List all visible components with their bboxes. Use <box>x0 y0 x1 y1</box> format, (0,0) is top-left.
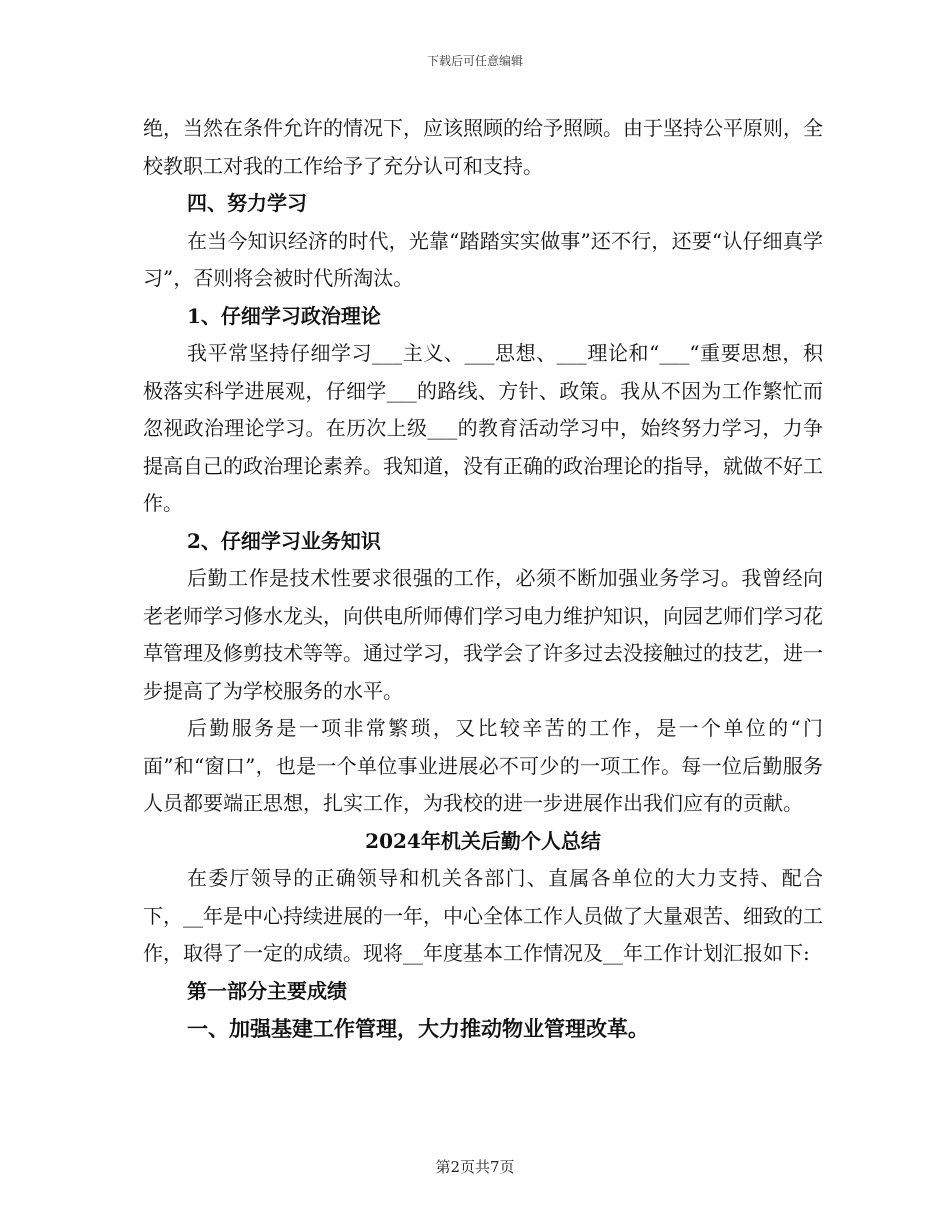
paragraph: 后勤工作是技术性要求很强的工作，必须不断加强业务学习。我曾经向老老师学习修水龙头，向供电所师傅们学习电力维护知识，向园艺师们学习花草管理及修剪技术等等。通过学习，我学会了许多过去没接触过的技艺，进一步提高了为学校服务的水平。 <box>143 566 823 703</box>
paragraph: 后勤服务是一项非常繁琐，又比较辛苦的工作，是一个单位的“门面”和“窗口”，也是一个单位事业进展必不可少的一项工作。每一位后勤服务人员都要端正思想，扎实工作，为我校的进一步进展作出我们应有的贡献。 <box>143 716 823 815</box>
subsection-heading: 2、仔细学习业务知识 <box>187 528 381 553</box>
paragraph: 我平常坚持仔细学习___主义、___思想、___理论和“___“重要思想，积极落实科学进展观，仔细学___的路线、方针、政策。我从不因为工作繁忙而忽视政治理论学习。在历次上级___的教育活动学习中，始终努力学习，力争提高自己的政治理论素养。我知道，没有正确的政治理论的指导，就做不好工作。 <box>143 341 823 515</box>
page-footer: 第2页共7页 <box>435 1158 515 1176</box>
document-body <box>143 110 823 1048</box>
page-header: 下载后可任意编辑 <box>426 54 523 68</box>
paragraph: 在当今知识经济的时代，光靠“踏踏实实做事”还不行，还要“认仔细真学习”，否则将会被时代所淘汰。 <box>143 228 823 290</box>
paragraph: 在委厅领导的正确领导和机关各部门、直属各单位的大力支持、配合下，__年是中心持续进展的一年，中心全体工作人员做了大量艰苦、细致的工作，取得了一定的成绩。现将__年度基本工作情况及__年工作计划汇报如下: <box>143 866 823 965</box>
document-title: 2024年机关后勤个人总结 <box>365 828 601 853</box>
part-heading: 第一部分主要成绩 <box>187 978 347 1003</box>
section-heading: 一、加强基建工作管理，大力推动物业管理改革。 <box>187 1016 649 1041</box>
subsection-heading: 1、仔细学习政治理论 <box>187 303 381 328</box>
paragraph: 绝，当然在条件允许的情况下，应该照顾的给予照顾。由于坚持公平原则，全校教职工对我的工作给予了充分认可和支持。 <box>143 116 823 178</box>
section-heading: 四、努力学习 <box>187 191 307 215</box>
